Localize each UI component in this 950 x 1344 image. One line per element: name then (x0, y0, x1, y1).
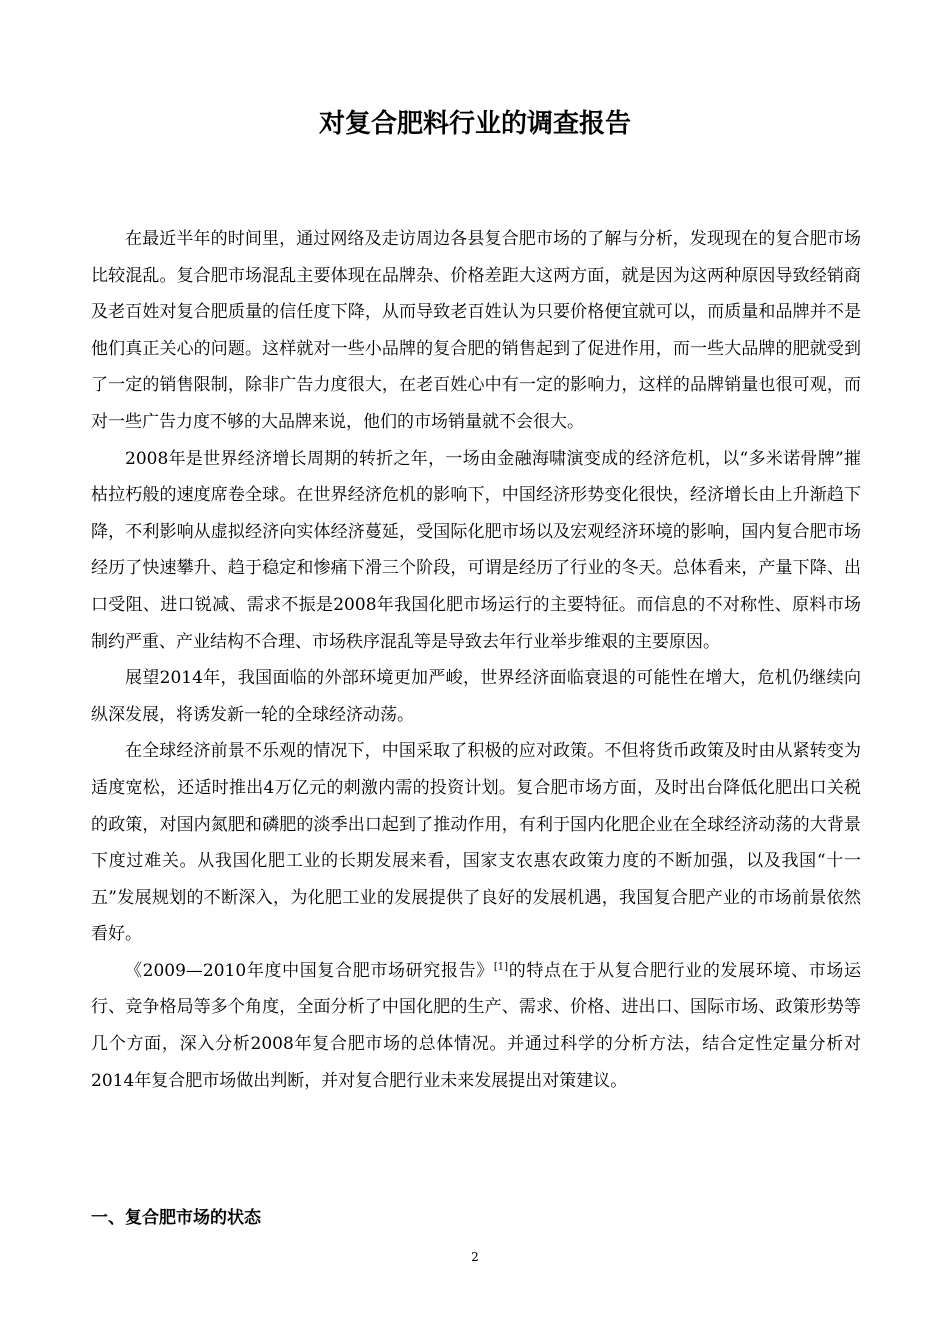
document-body (91, 221, 861, 1099)
paragraph-1: 在最近半年的时间里，通过网络及走访周边各县复合肥市场的了解与分析，发现现在的复合肥市场比较混乱。复合肥市场混乱主要体现在品牌杂、价格差距大这两方面，就是因为这两种原因导致经销商及老百姓对复合肥质量的信任度下降，从而导致老百姓认为只要价格便宜就可以，而质量和品牌并不是他们真正关心的问题。这样就对一些小品牌的复合肥的销售起到了促进作用，而一些大品牌的肥就受到了一定的销售限制，除非广告力度很大，在老百姓心中有一定的影响力，这样的品牌销量也很可观，而对一些广告力度不够的大品牌来说，他们的市场销量就不会很大。 (91, 229, 861, 432)
document-title: 对复合肥料行业的调查报告 (318, 109, 631, 139)
paragraph-5-body: 的特点在于从复合肥行业的发展环境、市场运行、竞争格局等多个角度，全面分析了中国化肥的生产、需求、价格、进出口、国际市场、政策形势等几个方面，深入分析2008年复合肥市场的总体情况。并通过科学的分析方法，结合定性定量分析对2014年复合肥市场做出判断，并对复合肥行业未来发展提出对策建议。 (91, 960, 862, 1091)
page-number: 2 (471, 1250, 479, 1264)
paragraph-3: 展望2014年，我国面临的外部环境更加严峻，世界经济面临衰退的可能性在增大，危机仍继续向纵深发展，将诱发新一轮的全球经济动荡。 (91, 668, 861, 725)
paragraph-2: 2008年是世界经济增长周期的转折之年，一场由金融海啸演变成的经济危机，以“多米诺骨牌”摧枯拉朽般的速度席卷全球。在世界经济危机的影响下，中国经济形势变化很快，经济增长由上升渐趋下降，不利影响从虚拟经济向实体经济蔓延，受国际化肥市场以及宏观经济环境的影响，国内复合肥市场经历了快速攀升、趋于稳定和惨痛下滑三个阶段，可谓是经历了行业的冬天。总体看来，产量下降、出口受阻、进口锐减、需求不振是2008年我国化肥市场运行的主要特征。而信息的不对称性、原料市场制约严重、产业结构不合理、市场秩序混乱等是导致去年行业举步维艰的主要原因。 (91, 448, 861, 652)
section-heading: 一、复合肥市场的状态 (91, 1208, 261, 1228)
paragraph-4: 在全球经济前景不乐观的情况下，中国采取了积极的应对政策。不但将货币政策及时由从紧转变为适度宽松，还适时推出4万亿元的刺激内需的投资计划。复合肥市场方面，及时出台降低化肥出口关税的政策，对国内氮肥和磷肥的淡季出口起到了推动作用，有利于国内化肥企业在全球经济动荡的大背景下度过难关。从我国化肥工业的长期发展来看，国家支农惠农政策力度的不断加强，以及我国“十一五”发展规划的不断深入，为化肥工业的发展提供了良好的发展机遇，我国复合肥产业的市场前景依然看好。 (91, 741, 861, 945)
citation-reference[interactable]: [1] (493, 961, 509, 973)
paragraph-5 (91, 953, 861, 1099)
paragraph-5-report-title: 《2009—2010年度中国复合肥市场研究报告》 (125, 960, 494, 981)
